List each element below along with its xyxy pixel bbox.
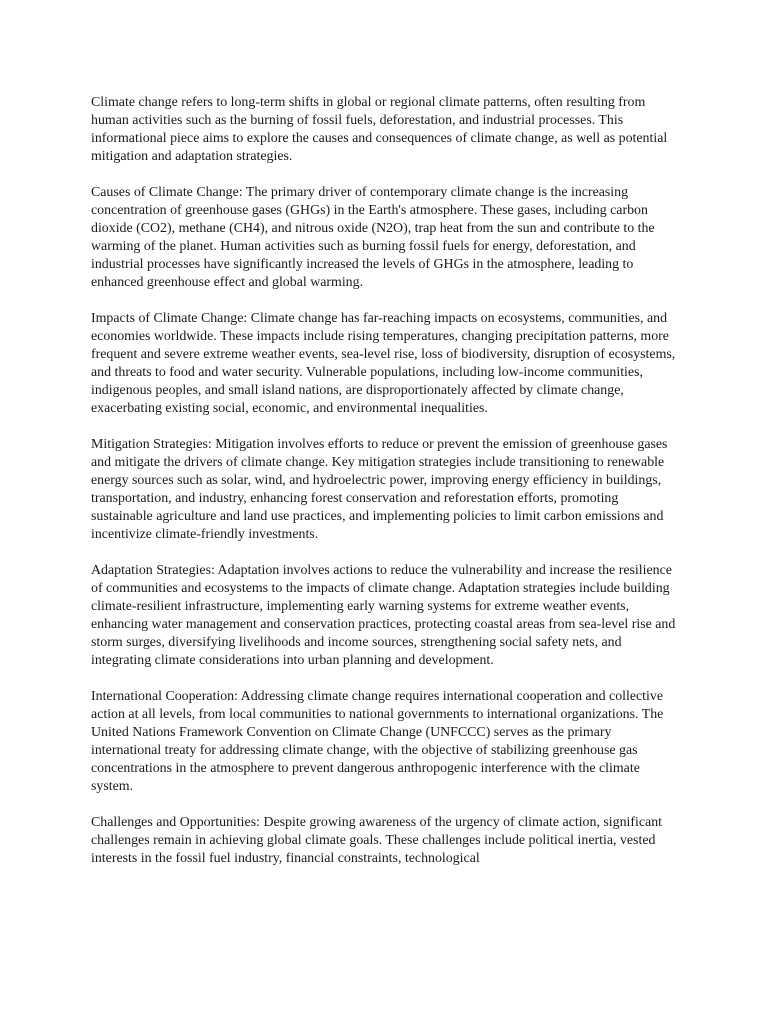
paragraph-introduction: Climate change refers to long-term shifts in global or regional climate patterns, often resulting from human activities such as the burning of fossil fuels, deforestation, and industrial processes. This informational piece aims to explore the causes and consequences of climate change, as well as potential mitigation and adaptation strategies.	[91, 95, 668, 164]
paragraph-causes: Causes of Climate Change: The primary driver of contemporary climate change is the increasing concentration of greenhouse gases (GHGs) in the Earth's atmosphere. These gases, including carbon dioxide (CO2), methane (CH4), and nitrous oxide (N2O), trap heat from the sun and contribute to the warming of the planet. Human activities such as burning fossil fuels for energy, deforestation, and industrial processes have significantly increased the levels of GHGs in the atmosphere, leading to enhanced greenhouse effect and global warming.	[91, 185, 655, 290]
paragraph-adaptation: Adaptation Strategies: Adaptation involves actions to reduce the vulnerability and increase the resilience of communities and ecosystems to the impacts of climate change. Adaptation strategies include building climate-resilient infrastructure, implementing early warning systems for extreme weather events, enhancing water management and conservation practices, protecting coastal areas from sea-level rise and storm surges, diversifying livelihoods and income sources, strengthening social safety nets, and integrating climate considerations into urban planning and development.	[91, 563, 676, 668]
paragraph-mitigation: Mitigation Strategies: Mitigation involves efforts to reduce or prevent the emission of greenhouse gases and mitigate the drivers of climate change. Key mitigation strategies include transitioning to renewable energy sources such as solar, wind, and hydroelectric power, improving energy efficiency in buildings, transportation, and industry, enhancing forest conservation and reforestation efforts, promoting sustainable agriculture and land use practices, and implementing policies to limit carbon emissions and incentivize climate-friendly investments.	[91, 437, 668, 542]
paragraph-challenges: Challenges and Opportunities: Despite growing awareness of the urgency of climate action, significant challenges remain in achieving global climate goals. These challenges include political inertia, vested interests in the fossil fuel industry, financial constraints, technological	[91, 815, 663, 866]
paragraph-impacts: Impacts of Climate Change: Climate change has far-reaching impacts on ecosystems, communities, and economies worldwide. These impacts include rising temperatures, changing precipitation patterns, more frequent and severe extreme weather events, sea-level rise, loss of biodiversity, disruption of ecosystems, and threats to food and water security. Vulnerable populations, including low-income communities, indigenous peoples, and small island nations, are disproportionately affected by climate change, exacerbating existing social, economic, and environmental inequalities.	[91, 311, 676, 416]
paragraph-international-cooperation: International Cooperation: Addressing climate change requires international cooperation and collective action at all levels, from local communities to national governments to international organizations. The United Nations Framework Convention on Climate Change (UNFCCC) serves as the primary international treaty for addressing climate change, with the objective of stabilizing greenhouse gas concentrations in the atmosphere to prevent dangerous anthropogenic interference with the climate system.	[91, 689, 664, 794]
document-body	[91, 94, 681, 886]
